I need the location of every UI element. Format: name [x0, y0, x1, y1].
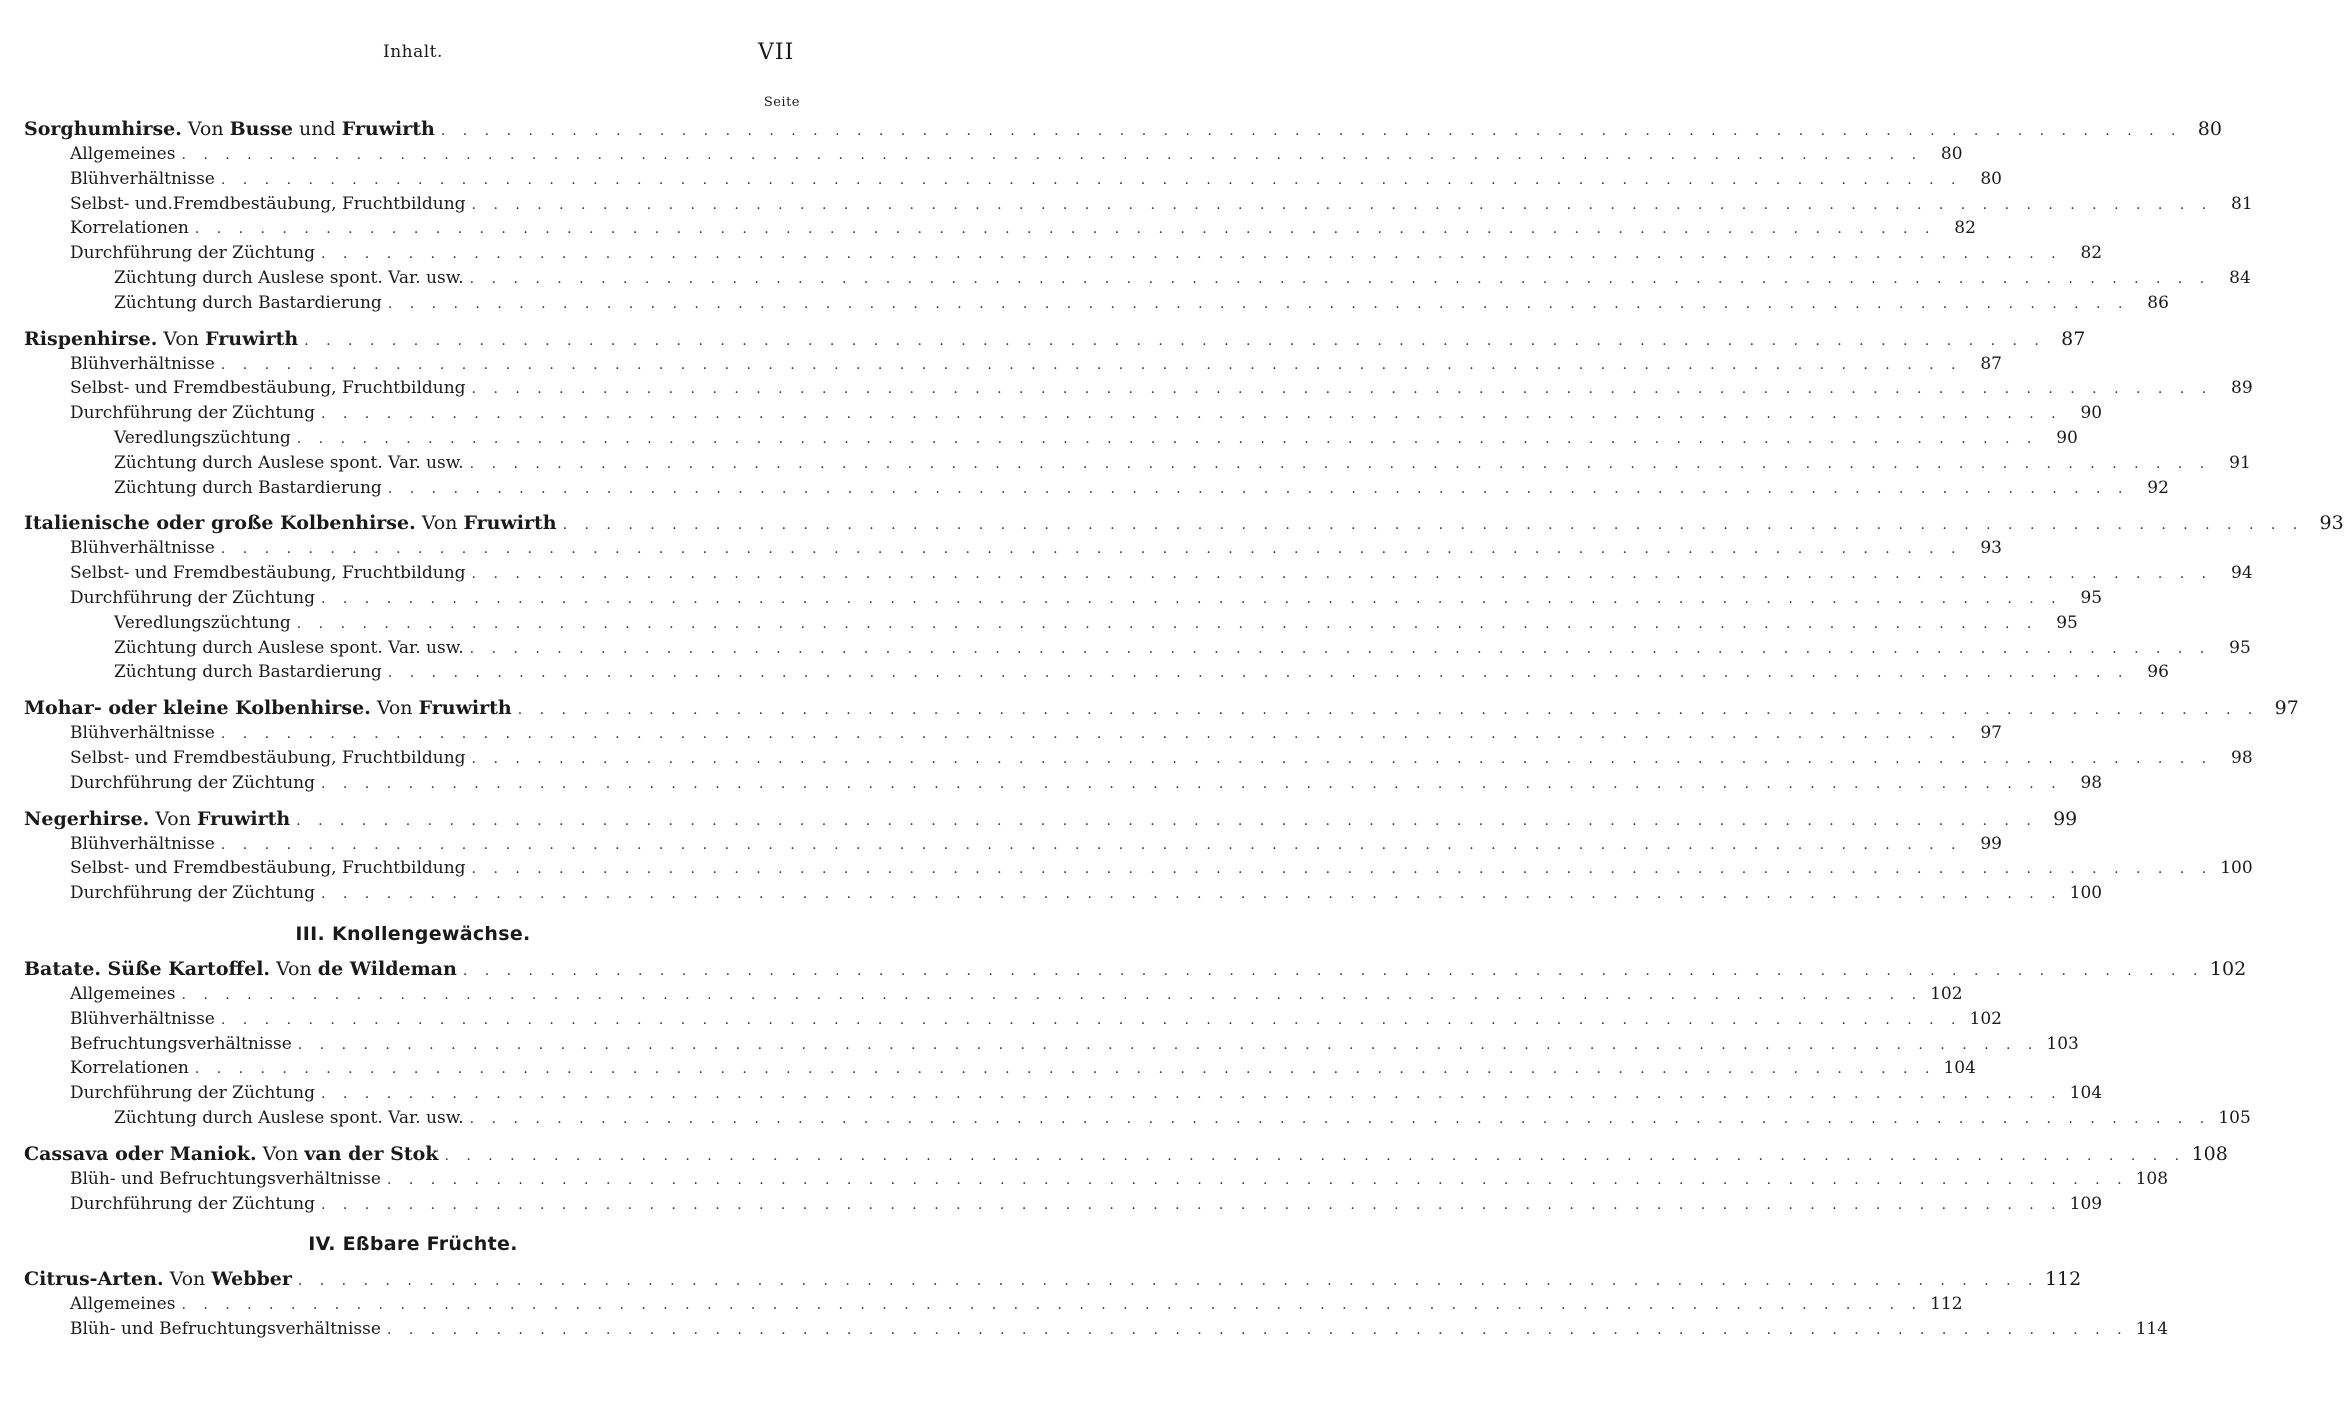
page-reference: 95 [2056, 612, 2078, 633]
dot-leader: . . . . . . . . . . . . . . . . . . . . . . . . . . . . . . . . . . . . . . . . . . . . . . . . . . . . . . . . . . . . . . . . . . . . . . . . . . . . . . . . [386, 1171, 2129, 1188]
entry-label: Blühverhältnisse [70, 723, 215, 744]
dot-leader: . . . . . . . . . . . . . . . . . . . . . . . . . . . . . . . . . . . . . . . . . . . . . . . . . . . . . . . . . . . . . . . . . . . . . . . . . . . . . . . . [387, 295, 2129, 312]
chapter-title [24, 116, 435, 142]
dot-leader: . . . . . . . . . . . . . . . . . . . . . . . . . . . . . . . . . . . . . . . . . . . . . . . . . . . . . . . . . . . . . . . . . . . . . . . . . . . . . . . . [220, 1011, 1962, 1028]
dot-leader: . . . . . . . . . . . . . . . . . . . . . . . . . . . . . . . . . . . . . . . . . . . . . . . . . . . . . . . . . . . . . . . . . . . . . . . . . . . . . . . . [296, 812, 2038, 829]
toc-chapter-row[interactable] [24, 116, 2222, 142]
author-prefix: Von [187, 118, 224, 140]
dot-leader: . . . . . . . . . . . . . . . . . . . . . . . . . . . . . . . . . . . . . . . . . . . . . . . . . . . . . . . . . . . . . . . . . . . . . . . . . . . . . . . . [194, 1061, 1936, 1078]
author-separator: und [299, 118, 336, 140]
entry-label: Durchführung der Züchtung [70, 1083, 315, 1104]
dot-leader: . . . . . . . . . . . . . . . . . . . . . . . . . . . . . . . . . . . . . . . . . . . . . . . . . . . . . . . . . . . . . . . . . . . . . . . . . . . . . . . . [469, 1110, 2211, 1127]
toc-entry-row[interactable] [24, 721, 2002, 746]
chapter-name: Citrus-Arten. [24, 1268, 164, 1291]
page-reference: 104 [1943, 1058, 1976, 1079]
toc-entry-row[interactable] [24, 1007, 2002, 1032]
dot-leader: . . . . . . . . . . . . . . . . . . . . . . . . . . . . . . . . . . . . . . . . . . . . . . . . . . . . . . . . . . . . . . . . . . . . . . . . . . . . . . . . [321, 246, 2063, 263]
toc-chapter-row[interactable] [24, 326, 2086, 352]
author-name: Fruwirth [463, 512, 557, 535]
entry-label: Züchtung durch Bastardierung [114, 477, 382, 498]
dot-leader: . . . . . . . . . . . . . . . . . . . . . . . . . . . . . . . . . . . . . . . . . . . . . . . . . . . . . . . . . . . . . . . . . . . . . . . . . . . . . . . . [304, 332, 2046, 349]
dot-leader: . . . . . . . . . . . . . . . . . . . . . . . . . . . . . . . . . . . . . . . . . . . . . . . . . . . . . . . . . . . . . . . . . . . . . . . . . . . . . . . . [296, 615, 2038, 632]
entry-label: Durchführung der Züchtung [70, 883, 315, 904]
page-reference: 90 [2056, 427, 2078, 448]
entry-label: Durchführung der Züchtung [70, 403, 315, 424]
page-reference: 112 [2044, 1268, 2082, 1291]
chapter-title [24, 806, 290, 832]
toc-entry-row[interactable] [24, 561, 2253, 586]
page-reference: 102 [2209, 957, 2247, 980]
entry-label: Korrelationen [70, 218, 189, 239]
page-reference: 81 [2231, 193, 2253, 214]
entry-label: Blüh- und Befruchtungsverhältnisse [70, 1319, 381, 1340]
entry-label: Allgemeines [70, 1294, 176, 1315]
page-reference: 91 [2229, 452, 2251, 473]
page-reference: 97 [1980, 723, 2002, 744]
author-prefix: Von [421, 512, 458, 535]
page-reference: 100 [2069, 883, 2103, 904]
entry-label: Allgemeines [70, 983, 176, 1004]
dot-leader: . . . . . . . . . . . . . . . . . . . . . . . . . . . . . . . . . . . . . . . . . . . . . . . . . . . . . . . . . . . . . . . . . . . . . . . . . . . . . . . . [181, 986, 1923, 1003]
author-name: de Wildeman [317, 957, 457, 980]
page-column-label: Seite [763, 95, 800, 110]
page-reference: 105 [2218, 1107, 2251, 1128]
dot-leader: . . . . . . . . . . . . . . . . . . . . . . . . . . . . . . . . . . . . . . . . . . . . . . . . . . . . . . . . . . . . . . . . . . . . . . . . . . . . . . . . [471, 381, 2213, 398]
entry-label: Allgemeines [70, 144, 176, 164]
page-reference: 86 [2147, 292, 2169, 313]
toc-entry-row[interactable] [24, 142, 1963, 167]
dot-leader: . . . . . . . . . . . . . . . . . . . . . . . . . . . . . . . . . . . . . . . . . . . . . . . . . . . . . . . . . . . . . . . . . . . . . . . . . . . . . . . . [321, 1086, 2063, 1103]
toc-entry-row[interactable] [24, 856, 2253, 881]
dot-leader: . . . . . . . . . . . . . . . . . . . . . . . . . . . . . . . . . . . . . . . . . . . . . . . . . . . . . . . . . . . . . . . . . . . . . . . . . . . . . . . . [220, 726, 1962, 743]
page-reference: 89 [2231, 378, 2253, 399]
table-of-contents [24, 116, 2344, 1342]
section-heading: III. Knollengewächse. [295, 922, 531, 945]
toc-entry-row[interactable] [24, 216, 1976, 241]
entry-label: Blühverhältnisse [70, 833, 215, 854]
page-reference: 109 [2069, 1193, 2103, 1214]
entry-label: Veredlungszüchtung [114, 612, 291, 633]
toc-chapter-row[interactable] [24, 1266, 2082, 1292]
toc-entry-row[interactable] [24, 1192, 2103, 1217]
chapter-title [24, 510, 557, 536]
page-reference: 102 [1969, 1008, 2002, 1029]
page-reference: 98 [2231, 747, 2253, 768]
entry-label: Blühverhältnisse [70, 1008, 215, 1029]
entry-label: Selbst- und Fremdbestäubung, Fruchtbildung [70, 563, 466, 584]
dot-leader: . . . . . . . . . . . . . . . . . . . . . . . . . . . . . . . . . . . . . . . . . . . . . . . . . . . . . . . . . . . . . . . . . . . . . . . . . . . . . . . . [181, 1297, 1923, 1314]
page-reference: 96 [2147, 662, 2169, 683]
chapter-title [24, 956, 457, 982]
entry-label: Blühverhältnisse [70, 168, 215, 189]
toc-entry-row[interactable] [24, 636, 2251, 661]
toc-entry-row[interactable] [24, 241, 2103, 266]
chapter-name: Negerhirse. [24, 807, 150, 830]
entry-label: Züchtung durch Auslese spont. Var. usw. [114, 267, 464, 288]
author-prefix: Von [169, 1268, 206, 1291]
author-prefix: Von [155, 807, 191, 830]
toc-entry-row[interactable] [24, 476, 2169, 501]
entry-label: Selbst- und.Fremdbestäubung, Fruchtbildung [70, 193, 466, 214]
page-reference: 80 [1940, 144, 1963, 164]
author-name: Fruwirth [341, 118, 435, 140]
entry-label: Blühverhältnisse [70, 538, 215, 559]
toc-entry-row[interactable] [24, 291, 2169, 316]
page-reference: 103 [2046, 1033, 2079, 1054]
dot-leader: . . . . . . . . . . . . . . . . . . . . . . . . . . . . . . . . . . . . . . . . . . . . . . . . . . . . . . . . . . . . . . . . . . . . . . . . . . . . . . . . [562, 517, 2304, 534]
toc-entry-row[interactable] [24, 401, 2103, 426]
dot-leader: . . . . . . . . . . . . . . . . . . . . . . . . . . . . . . . . . . . . . . . . . . . . . . . . . . . . . . . . . . . . . . . . . . . . . . . . . . . . . . . . [471, 196, 2213, 213]
page-reference: 90 [2080, 403, 2103, 424]
chapter-title [24, 695, 512, 721]
page-reference: 82 [2080, 243, 2103, 264]
chapter-name: Italienische oder große Kolbenhirse. [24, 512, 416, 535]
running-title: Inhalt. [383, 42, 443, 62]
page-reference: 100 [2220, 858, 2253, 879]
toc-entry-row[interactable] [24, 586, 2103, 611]
toc-entry-row[interactable] [24, 1106, 2251, 1131]
section-heading: IV. Eßbare Früchte. [308, 1233, 518, 1256]
dot-leader: . . . . . . . . . . . . . . . . . . . . . . . . . . . . . . . . . . . . . . . . . . . . . . . . . . . . . . . . . . . . . . . . . . . . . . . . . . . . . . . . [220, 836, 1962, 853]
toc-entry-row[interactable] [24, 266, 2251, 291]
page-reference: 108 [2191, 1142, 2228, 1165]
page-reference: 82 [1954, 218, 1976, 239]
page-reference: 95 [2229, 637, 2251, 658]
dot-leader: . . . . . . . . . . . . . . . . . . . . . . . . . . . . . . . . . . . . . . . . . . . . . . . . . . . . . . . . . . . . . . . . . . . . . . . . . . . . . . . . [469, 640, 2211, 657]
dot-leader: . . . . . . . . . . . . . . . . . . . . . . . . . . . . . . . . . . . . . . . . . . . . . . . . . . . . . . . . . . . . . . . . . . . . . . . . . . . . . . . . [387, 480, 2129, 497]
dot-leader: . . . . . . . . . . . . . . . . . . . . . . . . . . . . . . . . . . . . . . . . . . . . . . . . . . . . . . . . . . . . . . . . . . . . . . . . . . . . . . . . [469, 270, 2211, 287]
page-reference: 108 [2135, 1168, 2169, 1189]
dot-leader: . . . . . . . . . . . . . . . . . . . . . . . . . . . . . . . . . . . . . . . . . . . . . . . . . . . . . . . . . . . . . . . . . . . . . . . . . . . . . . . . [440, 123, 2182, 139]
page-reference: 104 [2069, 1083, 2103, 1104]
entry-label: Korrelationen [70, 1058, 189, 1079]
toc-entry-row[interactable] [24, 1056, 1976, 1081]
page-reference: 87 [2061, 327, 2086, 350]
chapter-name: Sorghumhirse. [24, 118, 182, 140]
entry-label: Züchtung durch Bastardierung [114, 662, 382, 683]
toc-entry-row[interactable] [24, 451, 2251, 476]
dot-leader: . . . . . . . . . . . . . . . . . . . . . . . . . . . . . . . . . . . . . . . . . . . . . . . . . . . . . . . . . . . . . . . . . . . . . . . . . . . . . . . . [194, 221, 1936, 238]
page-reference: 84 [2229, 267, 2251, 288]
dot-leader: . . . . . . . . . . . . . . . . . . . . . . . . . . . . . . . . . . . . . . . . . . . . . . . . . . . . . . . . . . . . . . . . . . . . . . . . . . . . . . . . [462, 962, 2204, 979]
toc-entry-row[interactable] [24, 167, 2002, 192]
dot-leader: . . . . . . . . . . . . . . . . . . . . . . . . . . . . . . . . . . . . . . . . . . . . . . . . . . . . . . . . . . . . . . . . . . . . . . . . . . . . . . . . [220, 356, 1962, 373]
toc-entry-row[interactable] [24, 1317, 2169, 1342]
dot-leader: . . . . . . . . . . . . . . . . . . . . . . . . . . . . . . . . . . . . . . . . . . . . . . . . . . . . . . . . . . . . . . . . . . . . . . . . . . . . . . . . [220, 541, 1962, 558]
toc-entry-row[interactable] [24, 611, 2078, 636]
toc-entry-row[interactable] [24, 660, 2169, 685]
dot-leader: . . . . . . . . . . . . . . . . . . . . . . . . . . . . . . . . . . . . . . . . . . . . . . . . . . . . . . . . . . . . . . . . . . . . . . . . . . . . . . . . [297, 1273, 2039, 1290]
dot-leader: . . . . . . . . . . . . . . . . . . . . . . . . . . . . . . . . . . . . . . . . . . . . . . . . . . . . . . . . . . . . . . . . . . . . . . . . . . . . . . . . [387, 665, 2129, 682]
chapter-name: Rispenhirse. [24, 327, 158, 350]
dot-leader: . . . . . . . . . . . . . . . . . . . . . . . . . . . . . . . . . . . . . . . . . . . . . . . . . . . . . . . . . . . . . . . . . . . . . . . . . . . . . . . . [321, 590, 2063, 607]
page-reference: 99 [1980, 833, 2002, 854]
entry-label: Durchführung der Züchtung [70, 1193, 315, 1214]
author-name: Fruwirth [197, 807, 291, 830]
toc-chapter-row[interactable] [24, 806, 2078, 832]
author-name: van der Stok [304, 1142, 439, 1165]
page-reference: 87 [1980, 353, 2002, 374]
page-reference: 93 [1980, 538, 2002, 559]
author-name: Busse [229, 118, 293, 140]
chapter-name: Mohar- oder kleine Kolbenhirse. [24, 697, 371, 720]
page-reference: 112 [1930, 1294, 1963, 1315]
page-reference: 99 [2053, 807, 2078, 830]
toc-entry-row[interactable] [24, 426, 2078, 451]
toc-entry-row[interactable] [24, 982, 1963, 1007]
toc-entry-row[interactable] [24, 376, 2253, 401]
author-prefix: Von [376, 697, 413, 720]
dot-leader: . . . . . . . . . . . . . . . . . . . . . . . . . . . . . . . . . . . . . . . . . . . . . . . . . . . . . . . . . . . . . . . . . . . . . . . . . . . . . . . . [444, 1147, 2186, 1164]
entry-label: Züchtung durch Auslese spont. Var. usw. [114, 637, 464, 658]
page-reference: 93 [2319, 512, 2344, 535]
entry-label: Blühverhältnisse [70, 353, 215, 374]
toc-entry-row[interactable] [24, 832, 2002, 857]
page-reference: 97 [2274, 697, 2299, 720]
author-name: Webber [211, 1268, 292, 1291]
page-reference: 94 [2231, 563, 2253, 584]
dot-leader: . . . . . . . . . . . . . . . . . . . . . . . . . . . . . . . . . . . . . . . . . . . . . . . . . . . . . . . . . . . . . . . . . . . . . . . . . . . . . . . . [296, 430, 2038, 447]
dot-leader: . . . . . . . . . . . . . . . . . . . . . . . . . . . . . . . . . . . . . . . . . . . . . . . . . . . . . . . . . . . . . . . . . . . . . . . . . . . . . . . . [220, 171, 1962, 188]
author-prefix: Von [262, 1142, 299, 1165]
entry-label: Befruchtungsverhältnisse [70, 1033, 292, 1054]
page-reference: 80 [1980, 168, 2002, 189]
entry-label: Selbst- und Fremdbestäubung, Fruchtbildung [70, 747, 466, 768]
dot-leader: . . . . . . . . . . . . . . . . . . . . . . . . . . . . . . . . . . . . . . . . . . . . . . . . . . . . . . . . . . . . . . . . . . . . . . . . . . . . . . . . [471, 861, 2213, 878]
author-name: Fruwirth [418, 697, 512, 720]
entry-label: Durchführung der Züchtung [70, 587, 315, 608]
page-reference: 102 [1930, 983, 1963, 1004]
dot-leader: . . . . . . . . . . . . . . . . . . . . . . . . . . . . . . . . . . . . . . . . . . . . . . . . . . . . . . . . . . . . . . . . . . . . . . . . . . . . . . . . [386, 1322, 2129, 1339]
author-prefix: Von [163, 327, 200, 350]
page-number: VII [758, 40, 795, 65]
dot-leader: . . . . . . . . . . . . . . . . . . . . . . . . . . . . . . . . . . . . . . . . . . . . . . . . . . . . . . . . . . . . . . . . . . . . . . . . . . . . . . . . [321, 1196, 2063, 1213]
dot-leader: . . . . . . . . . . . . . . . . . . . . . . . . . . . . . . . . . . . . . . . . . . . . . . . . . . . . . . . . . . . . . . . . . . . . . . . . . . . . . . . . [471, 566, 2213, 583]
toc-chapter-row[interactable] [24, 510, 2344, 536]
chapter-title [24, 1141, 438, 1167]
toc-entry-row[interactable] [24, 352, 2002, 377]
author-name: Fruwirth [205, 327, 299, 350]
toc-chapter-row[interactable] [24, 695, 2299, 721]
page-reference: 98 [2080, 772, 2103, 793]
chapter-name: Batate. Süße Kartoffel. [24, 957, 271, 980]
chapter-title [24, 1266, 292, 1292]
toc-entry-row[interactable] [24, 1292, 1963, 1317]
dot-leader: . . . . . . . . . . . . . . . . . . . . . . . . . . . . . . . . . . . . . . . . . . . . . . . . . . . . . . . . . . . . . . . . . . . . . . . . . . . . . . . . [321, 406, 2063, 423]
entry-label: Selbst- und Fremdbestäubung, Fruchtbildung [70, 378, 466, 399]
page-reference: 114 [2135, 1319, 2169, 1340]
dot-leader: . . . . . . . . . . . . . . . . . . . . . . . . . . . . . . . . . . . . . . . . . . . . . . . . . . . . . . . . . . . . . . . . . . . . . . . . . . . . . . . . [517, 702, 2259, 719]
dot-leader: . . . . . . . . . . . . . . . . . . . . . . . . . . . . . . . . . . . . . . . . . . . . . . . . . . . . . . . . . . . . . . . . . . . . . . . . . . . . . . . . [297, 1036, 2039, 1053]
toc-entry-row[interactable] [24, 536, 2002, 561]
dot-leader: . . . . . . . . . . . . . . . . . . . . . . . . . . . . . . . . . . . . . . . . . . . . . . . . . . . . . . . . . . . . . . . . . . . . . . . . . . . . . . . . [181, 147, 1923, 163]
toc-entry-row[interactable] [24, 881, 2103, 906]
toc-chapter-row[interactable] [24, 1141, 2228, 1167]
chapter-title [24, 326, 298, 352]
author-prefix: Von [276, 957, 312, 980]
toc-entry-row[interactable] [24, 192, 2253, 217]
entry-label: Durchführung der Züchtung [70, 243, 315, 264]
dot-leader: . . . . . . . . . . . . . . . . . . . . . . . . . . . . . . . . . . . . . . . . . . . . . . . . . . . . . . . . . . . . . . . . . . . . . . . . . . . . . . . . [321, 886, 2063, 903]
entry-label: Durchführung der Züchtung [70, 772, 315, 793]
toc-entry-row[interactable] [24, 1167, 2169, 1192]
entry-label: Veredlungszüchtung [114, 427, 291, 448]
toc-entry-row[interactable] [24, 1081, 2103, 1106]
running-header [0, 40, 830, 70]
toc-chapter-row[interactable] [24, 956, 2247, 982]
toc-entry-row[interactable] [24, 746, 2253, 771]
dot-leader: . . . . . . . . . . . . . . . . . . . . . . . . . . . . . . . . . . . . . . . . . . . . . . . . . . . . . . . . . . . . . . . . . . . . . . . . . . . . . . . . [321, 775, 2063, 792]
entry-label: Züchtung durch Auslese spont. Var. usw. [114, 1107, 464, 1128]
dot-leader: . . . . . . . . . . . . . . . . . . . . . . . . . . . . . . . . . . . . . . . . . . . . . . . . . . . . . . . . . . . . . . . . . . . . . . . . . . . . . . . . [471, 750, 2213, 767]
dot-leader: . . . . . . . . . . . . . . . . . . . . . . . . . . . . . . . . . . . . . . . . . . . . . . . . . . . . . . . . . . . . . . . . . . . . . . . . . . . . . . . . [469, 455, 2211, 472]
entry-label: Selbst- und Fremdbestäubung, Fruchtbildung [70, 858, 466, 879]
toc-entry-row[interactable] [24, 771, 2103, 796]
chapter-name: Cassava oder Maniok. [24, 1142, 257, 1165]
toc-entry-row[interactable] [24, 1032, 2079, 1057]
page-reference: 92 [2147, 477, 2169, 498]
entry-label: Züchtung durch Auslese spont. Var. usw. [114, 452, 464, 473]
page-reference: 80 [2197, 118, 2222, 140]
page-reference: 95 [2080, 587, 2103, 608]
entry-label: Blüh- und Befruchtungsverhältnisse [70, 1168, 381, 1189]
entry-label: Züchtung durch Bastardierung [114, 292, 382, 313]
